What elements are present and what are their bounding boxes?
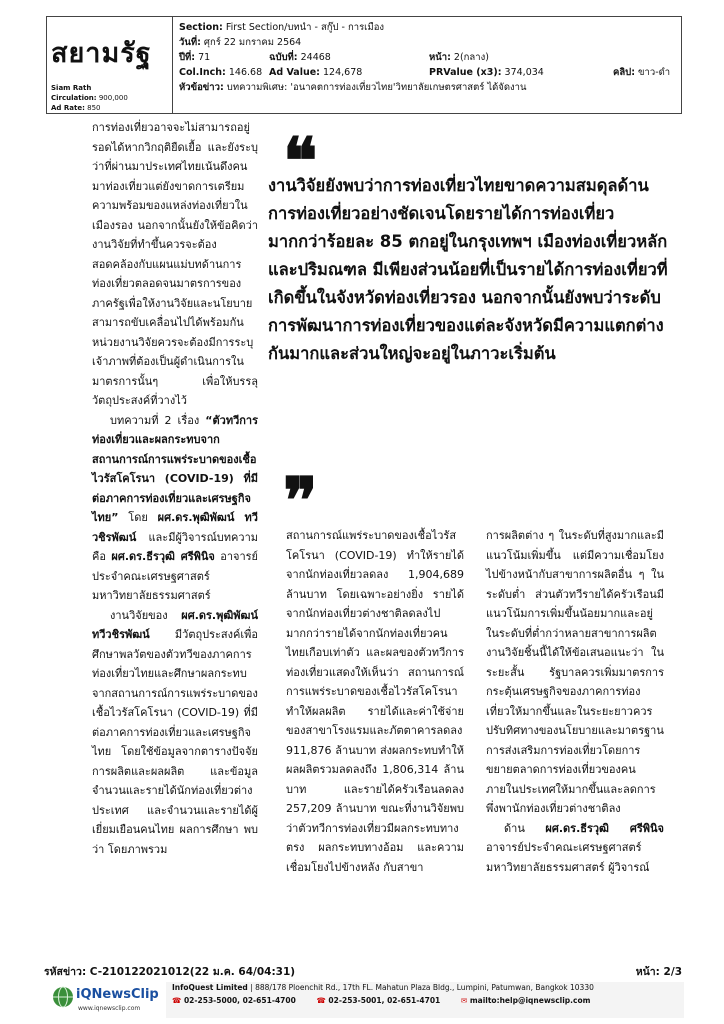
column1-paragraph-3 [92,606,258,860]
article-column-3 [486,526,664,877]
colinch-label: Col.Inch: [179,67,226,78]
paragraph2-intro: บทความที่ 2 เรื่อง [110,413,206,427]
publication-info [51,83,128,113]
pull-quote: งานวิจัยยังพบว่าการท่องเที่ยวไทยขาดความสมดุลด้านการท่องเที่ยวอย่างชัดเจนโดยรายได้การท่องเที่ยวมากกว่าร้อยละ 85 ตกอยู่ในกรุงเทพฯ เมืองท่องเที่ยวหลัก และปริมณฑล มีเพียงส่วนน้อยที่เป็นรายได้การท่องเที่ยวที่เกิดขึ้นในจังหวัดท่องเที่ยวรอง นอกจากนั้นยังพบว่าระดับการพัฒนาการท่องเที่ยวของแต่ละจังหวัดมีความแตกต่างกันมากและส่วนใหญ่จะอยู่ในภาวะเริ่มต้น [268,176,668,363]
publication-logo: สยามรัฐ [51,38,152,69]
news-reference [44,963,295,980]
paragraph3-body: มีวัตถุประสงค์เพื่อศึกษาพลวัตของตัวทวีของภาคการท่องเที่ยวไทยและศึกษาผลกระทบจากสถานการณ์การแพร่ระบาดของเชื้อไวรัสโคโรนา (COVID-19) ที่มีต่อภาคการท่องเที่ยวและเศรษฐกิจไทย โดยใช้ข้อมูลจากตารางปัจจัยการผลิตและผลผลิต และข้อมูลจำนวนและรายได้นักท่องเที่ยวต่างประเทศ และจำนวนและรายได้ผู้เยี่ยมเยือนคนไทย ผลการศึกษา พบว่า โดยภาพรวม [92,628,258,856]
issue-label: ฉบับที่: [269,52,298,63]
close-quote-mark: ❞ [283,464,318,539]
phone-icon: ☎ [172,996,182,1005]
reviewer-affiliation-2: อาจารย์ประจำคณะเศรษฐศาสตร์ มหาวิทยาลัยธรรมศาสตร์ ผู้วิจารณ์ [486,841,650,874]
headline-label: หัวข้อข่าว: [179,82,224,93]
fax-icon: ☎ [316,996,326,1005]
section-label: Section: [179,22,223,33]
reviewer-affiliation: อาจารย์ประจำคณะเศรษฐศาสตร์ มหาวิทยาลัยธรรมศาสตร์ [92,550,259,602]
paragraph2-by: โดย [118,511,158,524]
colinch-value: 146.68 [228,67,263,78]
brand-url[interactable]: www.iqnewsclip.com [78,1005,141,1012]
footer-page [636,963,682,980]
circulation-label: Circulation: [51,94,97,102]
column3-paragraph-2 [486,819,664,878]
author-name-2: ผศ.ดร.พุฒิพัฒน์ ทวีวชิรพัฒน์ [92,608,258,641]
footer-page-label: หน้า: [635,966,660,978]
publication-name: Siam Rath [51,84,92,92]
iqnewsclip-logo [44,984,164,1016]
date-value: ศุกร์ 22 มกราคม 2564 [203,37,302,48]
section-value: First Section/บทนำ - สกู๊ป - การเมือง [225,22,385,33]
column1-paragraph-2 [92,411,258,606]
news-ref-label: รหัสข่าว: [44,966,87,978]
page-label: หน้า: [429,52,451,63]
footer-bar [44,982,684,1018]
ad-rate-label: Ad Rate: [51,104,85,112]
phone-number: 02-253-5000, 02-651-4700 [183,996,296,1005]
clipping-meta [179,20,679,95]
column3-paragraph-1: การผลิตต่าง ๆ ในระดับที่สูงมากและมีแนวโน้มเพิ่มขึ้น แต่มีความเชื่อมโยงไปข้างหน้ากับสาขาการผลิตอื่น ๆ ในระดับต่ำ ส่วนตัวทวีรายได้ครัวเรือนมีแนวโน้มการเพิ่มขึ้นน้อยมากและอยู่ในระดับที่ต่ำกว่าหลายสาขาการผลิต งานวิจัยชิ้นนี้ได้ให้ข้อเสนอแนะว่า ในระยะสั้น รัฐบาลควรเพิ่มมาตรการกระตุ้นเศรษฐกิจของภาคการท่องเที่ยวให้มากขึ้นและในระยะยาวควรปรับทิศทางของนโยบายและมาตรฐานการส่งเสริมการท่องเที่ยวโดยการขยายตลาดการท่องเที่ยวของคนภายในประเทศให้มากขึ้นและลดการพึ่งพานักท่องเที่ยวต่างชาติลง [486,529,664,815]
ad-rate-value: 850 [87,104,101,112]
fax-number: 02-253-5001, 02-651-4701 [328,996,441,1005]
article-column-2 [286,526,464,877]
article-title: “ตัวทวีการท่องเที่ยวและผลกระทบจากสถานการณ์การแพร่ระบาดของเชื้อไวรัสโคโรนา (COVID-19) ที่มีต่อภาคการท่องเที่ยวและเศรษฐกิจไทย” [92,413,258,524]
paragraph-intro: ด้าน [504,821,546,835]
clip-label: คลิป: [613,67,636,78]
clipping-header [46,16,682,114]
brand-name: iQNewsClip [76,987,159,1002]
date-label: วันที่: [179,37,201,48]
publication-box [47,17,173,113]
footer-page-value: 2/3 [663,966,682,978]
open-quote-mark: ❝ [283,124,318,199]
clip-value: ขาว-ดำ [638,67,671,78]
globe-icon [52,986,74,1008]
headline-value: บทความพิเศษ: 'อนาคตการท่องเที่ยวไทย'วิทยาลัยเกษตรศาสตร์ ได้จัดงาน [226,82,527,93]
advalue-label: Ad Value: [269,67,320,78]
year-value: 71 [198,52,211,63]
email-icon: ✉ [460,996,468,1005]
reviewer-name: ผศ.ดร.ธีรวุฒิ ศรีพินิจ [111,550,215,563]
paragraph3-intro: งานวิจัยของ [110,608,182,622]
paragraph2-reviewer-intro: และมีผู้วิจารณ์บทความคือ [92,530,258,563]
prvalue-label: PRValue (x3): [429,67,502,78]
page-value: 2(กลาง) [453,52,489,63]
news-ref-value: C-210122021012(22 ม.ค. 64/04:31) [89,966,296,978]
column1-paragraph-1: การท่องเที่ยวอาจจะไม่สามารถอยู่รอดได้หากวิกฤติยืดเยื้อ และยังระบุว่าที่ผ่านมาประเทศไทยเน้นดึงคนมาท่องเที่ยวแต่ยังขาดการเตรียมความพร้อมของแหล่งท่องเที่ยวในเมืองรอง นอกจากนั้นยังให้ข้อคิดว่างานวิจัยที่ทำขึ้นควรจะต้องสอดคล้องกับแผนแม่บทด้านการท่องเที่ยวตลอดจนมาตรการของภาครัฐเพื่อให้งานวิจัยและนโยบายสามารถขับเคลื่อนไปได้พร้อมกันหน่วยงานวิจัยควรจะต้องมีการระบุเจ้าภาพที่ต้องเป็นผู้ดำเนินการในมาตรการนั้นๆ เพื่อให้บรรลุวัตถุประสงค์ที่วางไว้ [92,121,258,407]
company-address: | 888/178 Ploenchit Rd., 17th FL. Mahatun Plaza Bldg., Lumpini, Patumwan, Bangkok 10330 [250,983,594,992]
circulation-value: 900,000 [98,94,128,102]
reviewer-name-2: ผศ.ดร.ธีรวุฒิ ศรีพินิจ [545,821,665,835]
issue-value: 24468 [300,52,331,63]
year-label: ปีที่: [179,52,196,63]
company-name: InfoQuest Limited [172,983,248,992]
column2-paragraph: สถานการณ์แพร่ระบาดของเชื้อไวรัสโคโรนา (COVID-19) ทำให้รายได้จากนักท่องเที่ยวลดลง 1,904,689 ล้านบาท โดยเฉพาะอย่างยิ่ง รายได้จากนักท่องเที่ยวต่างชาติลดลงไปมากกว่ารายได้จากนักท่องเที่ยวคนไทยเกือบเท่าตัว และผลของตัวทวีการท่องเที่ยวแสดงให้เห็นว่า สถานการณ์การแพร่ระบาดของเชื้อไวรัสโคโรนา ทำให้ผลผลิต รายได้และค่าใช้จ่ายของสาขาโรงแรมและภัตตาคารลดลง 911,876 ล้านบาท ส่งผลกระทบทำให้ผลผลิตรวมลดลงถึง 1,806,314 ล้านบาท และรายได้ครัวเรือนลดลง 257,209 ล้านบาท ขณะที่งานวิจัยพบว่าตัวทวีการท่องเที่ยวมีผลกระทบทางตรง ผลกระทบทางอ้อม และความเชื่อมโยงไปข้างหลัง กับสาขา [286,529,464,874]
author-name: ผศ.ดร.พุฒิพัฒน์ ทวีวชิรพัฒน์ [92,511,258,544]
advalue-value: 124,678 [323,67,363,78]
article-column-1 [92,118,258,859]
email-address[interactable]: mailto:help@iqnewsclip.com [469,996,591,1005]
prvalue-value: 374,034 [504,67,544,78]
company-info [166,982,684,1018]
